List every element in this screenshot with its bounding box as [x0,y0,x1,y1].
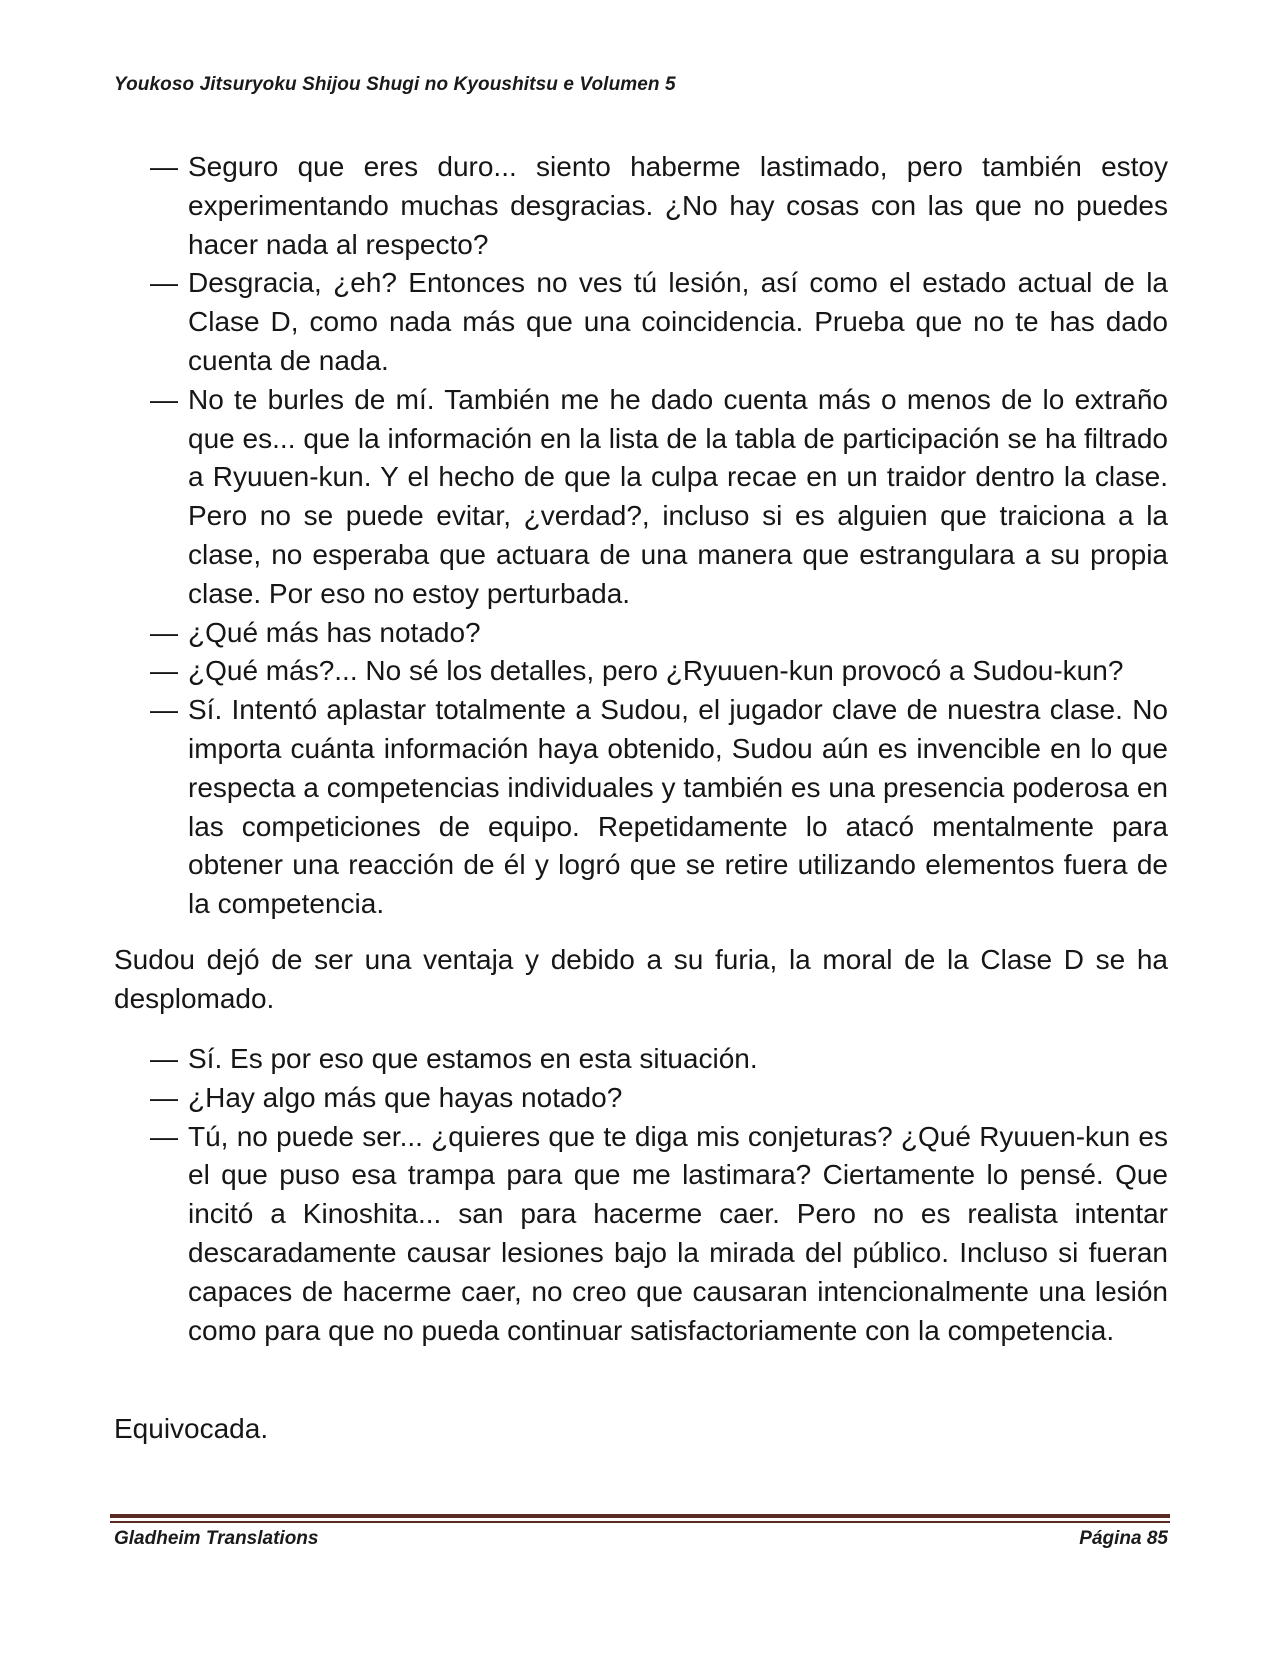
dialogue-line [114,1118,1168,1351]
em-dash: — [150,655,178,687]
dialogue-line [114,652,1168,691]
dialogue-line [114,381,1168,614]
em-dash: — [150,616,178,648]
dialogue-line [114,148,1168,264]
footer-divider-thick [110,1514,1170,1518]
dialogue-line [114,614,1168,653]
dialogue-text: ¿Qué más has notado? [188,616,481,648]
em-dash: — [150,694,178,726]
dialogue-line [114,264,1168,380]
page-header: Youkoso Jitsuryoku Shijou Shugi no Kyoushitsu e Volumen 5 [114,74,676,95]
dialogue-text: Desgracia, ¿eh? Entonces no ves tú lesión, así como el estado actual de la Clase D, como nada más que una coincidencia. Prueba que no te has dado cuenta de nada. [188,267,1168,376]
footer-page-number: Página 85 [1079,1528,1168,1549]
narration-paragraph-2: Equivocada. [114,1413,269,1444]
em-dash: — [150,1043,178,1074]
em-dash: — [150,267,178,299]
dialogue-block-1 [114,148,1168,924]
dialogue-line [114,1079,1168,1118]
dialogue-text: Sí. Es por eso que estamos en esta situación. [188,1043,758,1074]
dialogue-text: Seguro que eres duro... siento haberme lastimado, pero también estoy experimentando muchas desgracias. ¿No hay cosas con las que no puedes hacer nada al respecto? [188,151,1168,260]
narration-paragraph-1: Sudou dejó de ser una ventaja y debido a su furia, la moral de la Clase D se ha desplomado. [114,944,1168,1014]
dialogue-text: Tú, no puede ser... ¿quieres que te diga mis conjeturas? ¿Qué Ryuuen-kun es el que puso esa trampa para que me lastimara? Ciertamente lo pensé. Que incitó a Kinoshita... san para hacerme caer. Pero no es realista intentar descaradamente causar lesiones bajo la mirada del público. Incluso si fueran capaces de hacerme caer, no creo que causaran intencionalmente una lesión como para que no pueda continuar satisfactoriamente con la competencia. [188,1120,1168,1346]
em-dash: — [150,1081,178,1113]
dialogue-text: ¿Qué más?... No sé los detalles, pero ¿Ryuuen-kun provocó a Sudou-kun? [188,655,1124,687]
dialogue-line [114,1040,1168,1079]
footer-divider-thin [110,1521,1170,1523]
dialogue-text: Sí. Intentó aplastar totalmente a Sudou, el jugador clave de nuestra clase. No importa cuánta información haya obtenido, Sudou aún es invencible en lo que respecta a competencias individuales y también es una presencia poderosa en las competiciones de equipo. Repetidamente lo atacó mentalmente para obtener una reacción de él y logró que se retire utilizando elementos fuera de la competencia. [188,694,1168,920]
dialogue-text: ¿Hay algo más que hayas notado? [188,1081,623,1113]
em-dash: — [150,151,178,182]
dialogue-text: No te burles de mí. También me he dado cuenta más o menos de lo extraño que es... que la información en la lista de la tabla de participación se ha filtrado a Ryuuen-kun. Y el hecho de que la culpa recae en un traidor dentro la clase. Pero no se puede evitar, ¿verdad?, incluso si es alguien que traiciona a la clase, no esperaba que actuara de una manera que estrangulara a su propia clase. Por eso no estoy perturbada. [188,383,1168,609]
em-dash: — [150,1120,178,1152]
footer-publisher: Gladheim Translations [114,1528,319,1549]
dialogue-line [114,691,1168,924]
dialogue-block-2 [114,1040,1168,1350]
em-dash: — [150,383,178,415]
